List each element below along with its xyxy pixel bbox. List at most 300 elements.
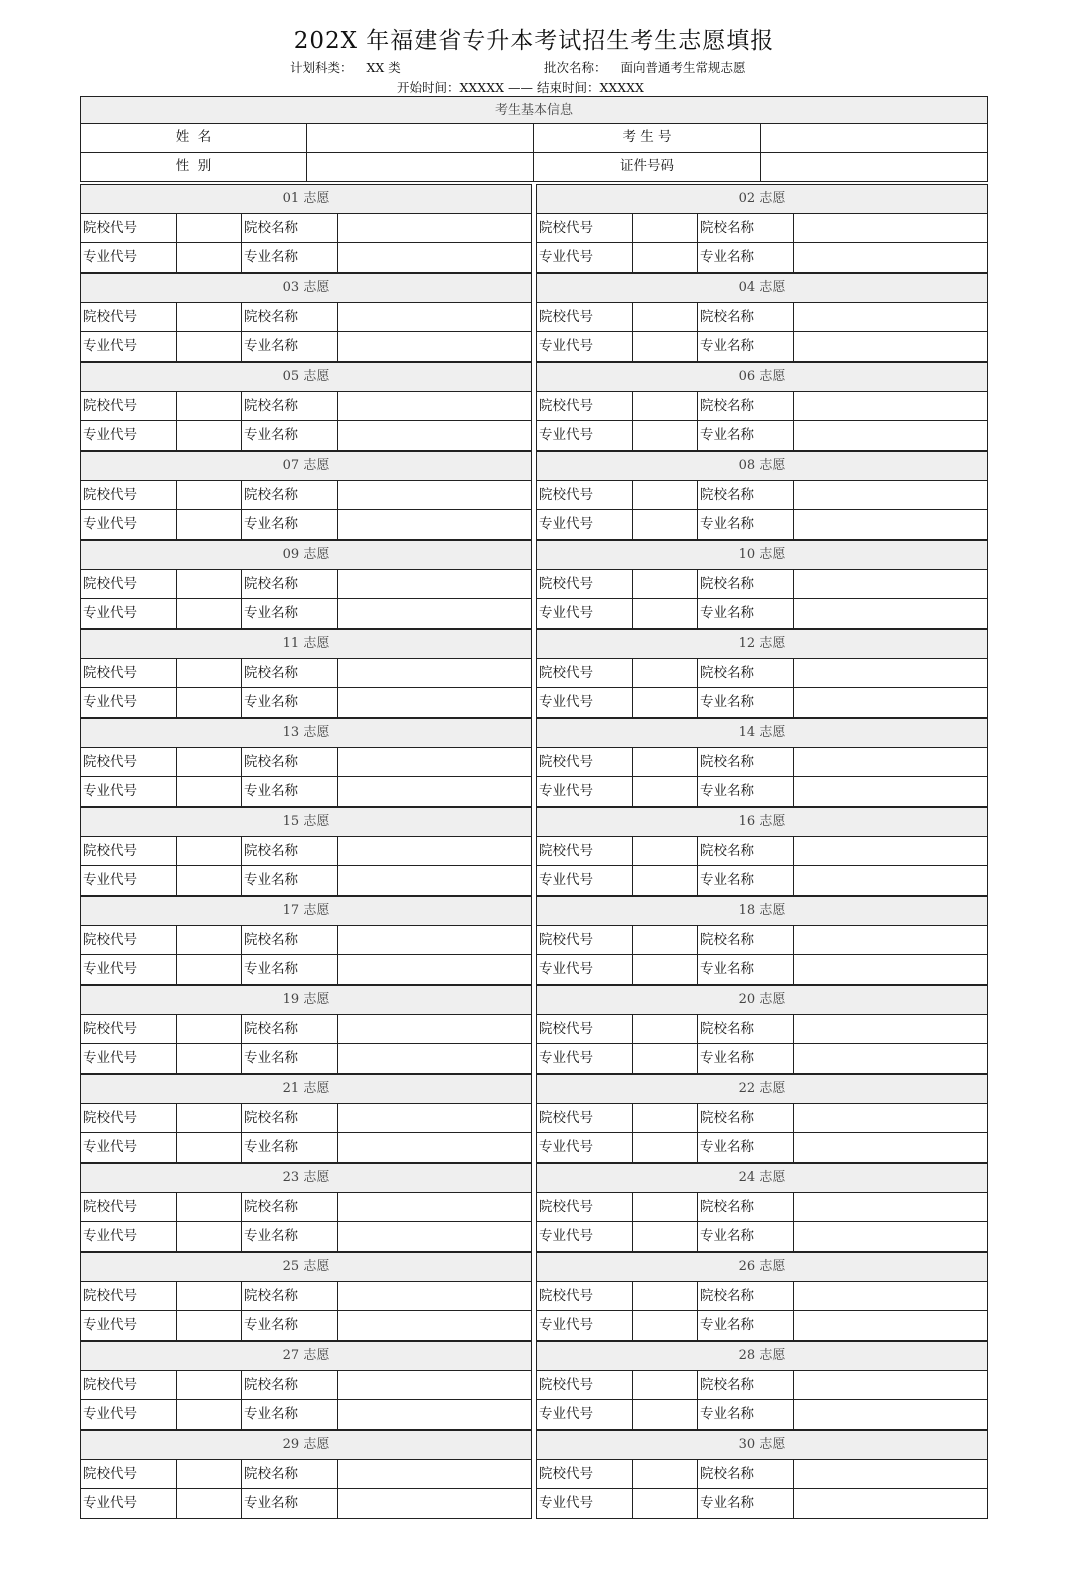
choice-row (80, 985, 988, 1074)
major-name-field[interactable] (338, 1222, 531, 1251)
major-row (81, 510, 531, 539)
school-name-field[interactable] (338, 837, 531, 865)
choice-header: 06 志愿 (537, 363, 987, 392)
school-code-label: 院校代号 (81, 926, 177, 954)
major-code-label: 专业代号 (537, 332, 633, 361)
school-name-label: 院校名称 (698, 748, 794, 776)
batch-name-label: 批次名称： (544, 60, 607, 75)
school-code-field[interactable] (633, 481, 698, 509)
school-code-field[interactable] (177, 214, 242, 242)
major-name-field[interactable] (338, 1133, 531, 1162)
school-row (81, 1193, 531, 1222)
choice-header: 03 志愿 (81, 274, 531, 303)
major-name-field[interactable] (338, 421, 531, 450)
school-code-label: 院校代号 (537, 926, 633, 954)
school-code-field[interactable] (177, 659, 242, 687)
school-name-label: 院校名称 (242, 1282, 338, 1310)
major-name-field[interactable] (338, 955, 531, 984)
school-code-field[interactable] (177, 1371, 242, 1399)
school-row (81, 214, 531, 243)
major-name-field[interactable] (794, 332, 987, 361)
major-name-field[interactable] (338, 332, 531, 361)
major-row (537, 1311, 987, 1340)
major-name-label: 专业名称 (698, 332, 794, 361)
school-row (537, 1015, 987, 1044)
choice-block (536, 807, 988, 896)
major-code-label: 专业代号 (81, 1311, 177, 1340)
major-name-label: 专业名称 (242, 421, 338, 450)
major-row (537, 1044, 987, 1073)
school-name-label: 院校名称 (242, 659, 338, 687)
school-name-field[interactable] (338, 1371, 531, 1399)
choice-header: 24 志愿 (537, 1164, 987, 1193)
school-row (537, 748, 987, 777)
school-name-field[interactable] (794, 837, 987, 865)
school-code-field[interactable] (633, 926, 698, 954)
school-code-field[interactable] (177, 837, 242, 865)
major-code-field[interactable] (633, 688, 698, 717)
school-name-field[interactable] (338, 392, 531, 420)
plan-category-label: 计划科类： (290, 60, 353, 75)
choice-row (80, 629, 988, 718)
major-code-field[interactable] (177, 332, 242, 361)
school-name-field[interactable] (794, 1015, 987, 1043)
school-code-label: 院校代号 (81, 1193, 177, 1221)
basic-info-row-1 (80, 124, 988, 153)
school-code-field[interactable] (177, 392, 242, 420)
major-name-field[interactable] (338, 599, 531, 628)
major-name-label: 专业名称 (242, 1222, 338, 1251)
choice-header: 17 志愿 (81, 897, 531, 926)
school-name-field[interactable] (794, 1104, 987, 1132)
major-name-label: 专业名称 (698, 955, 794, 984)
school-code-field[interactable] (177, 481, 242, 509)
major-name-field[interactable] (338, 866, 531, 895)
major-code-label: 专业代号 (537, 1044, 633, 1073)
major-name-field[interactable] (794, 955, 987, 984)
school-code-label: 院校代号 (537, 392, 633, 420)
major-row (537, 599, 987, 628)
major-name-field[interactable] (338, 1044, 531, 1073)
school-code-field[interactable] (633, 837, 698, 865)
school-code-label: 院校代号 (81, 481, 177, 509)
major-row (81, 1311, 531, 1340)
major-code-label: 专业代号 (537, 955, 633, 984)
school-code-label: 院校代号 (81, 1371, 177, 1399)
major-code-field[interactable] (177, 1222, 242, 1251)
major-row (81, 1489, 531, 1518)
major-code-field[interactable] (177, 243, 242, 272)
choice-header: 10 志愿 (537, 541, 987, 570)
choice-block (536, 184, 988, 273)
major-code-field[interactable] (177, 688, 242, 717)
choice-row (80, 718, 988, 807)
major-name-field[interactable] (338, 688, 531, 717)
major-name-label: 专业名称 (242, 1489, 338, 1518)
school-code-field[interactable] (633, 1460, 698, 1488)
major-name-field[interactable] (338, 1489, 531, 1518)
school-name-field[interactable] (338, 1282, 531, 1310)
school-code-label: 院校代号 (537, 214, 633, 242)
major-code-field[interactable] (177, 510, 242, 539)
school-name-label: 院校名称 (698, 570, 794, 598)
choice-header: 11 志愿 (81, 630, 531, 659)
major-name-field[interactable] (794, 421, 987, 450)
major-row (537, 1400, 987, 1429)
major-code-label: 专业代号 (81, 955, 177, 984)
major-row (81, 1044, 531, 1073)
major-row (537, 510, 987, 539)
school-code-field[interactable] (633, 1193, 698, 1221)
choice-block (536, 1341, 988, 1430)
choice-block (536, 540, 988, 629)
major-name-field[interactable] (338, 1400, 531, 1429)
school-code-field[interactable] (633, 392, 698, 420)
school-code-field[interactable] (633, 214, 698, 242)
major-code-field[interactable] (633, 1400, 698, 1429)
major-code-field[interactable] (177, 955, 242, 984)
school-row (81, 303, 531, 332)
school-name-field[interactable] (794, 926, 987, 954)
school-name-label: 院校名称 (242, 1015, 338, 1043)
school-code-field[interactable] (177, 1015, 242, 1043)
choice-header: 14 志愿 (537, 719, 987, 748)
school-code-field[interactable] (633, 1015, 698, 1043)
school-name-label: 院校名称 (242, 570, 338, 598)
school-row (537, 392, 987, 421)
major-name-label: 专业名称 (242, 955, 338, 984)
major-name-label: 专业名称 (698, 688, 794, 717)
school-code-field[interactable] (177, 1282, 242, 1310)
school-name-field[interactable] (338, 303, 531, 331)
major-code-label: 专业代号 (81, 777, 177, 806)
choice-header: 27 志愿 (81, 1342, 531, 1371)
school-code-field[interactable] (633, 1282, 698, 1310)
choice-row (80, 807, 988, 896)
school-code-label: 院校代号 (81, 1460, 177, 1488)
school-name-label: 院校名称 (242, 214, 338, 242)
school-name-field[interactable] (338, 1015, 531, 1043)
school-name-label: 院校名称 (698, 392, 794, 420)
major-code-field[interactable] (177, 421, 242, 450)
school-row (537, 659, 987, 688)
major-code-label: 专业代号 (537, 688, 633, 717)
choice-header: 25 志愿 (81, 1253, 531, 1282)
major-code-label: 专业代号 (537, 1400, 633, 1429)
choice-row (80, 1341, 988, 1430)
major-name-field[interactable] (794, 866, 987, 895)
choice-header: 22 志愿 (537, 1075, 987, 1104)
school-code-label: 院校代号 (81, 659, 177, 687)
school-name-field[interactable] (794, 1460, 987, 1488)
choice-block (80, 1341, 532, 1430)
major-name-label: 专业名称 (242, 1133, 338, 1162)
major-code-field[interactable] (177, 1311, 242, 1340)
choice-header: 23 志愿 (81, 1164, 531, 1193)
major-code-field[interactable] (177, 1400, 242, 1429)
choice-row (80, 540, 988, 629)
choice-header: 02 志愿 (537, 185, 987, 214)
major-code-field[interactable] (633, 1489, 698, 1518)
major-code-label: 专业代号 (81, 421, 177, 450)
school-code-label: 院校代号 (537, 1460, 633, 1488)
major-name-label: 专业名称 (242, 1311, 338, 1340)
school-code-label: 院校代号 (537, 748, 633, 776)
major-code-field[interactable] (633, 955, 698, 984)
major-row (537, 1133, 987, 1162)
major-row (81, 866, 531, 895)
school-name-field[interactable] (794, 214, 987, 242)
choice-header: 16 志愿 (537, 808, 987, 837)
choice-block (536, 896, 988, 985)
school-row (81, 1371, 531, 1400)
major-name-field[interactable] (794, 1044, 987, 1073)
school-name-label: 院校名称 (242, 1371, 338, 1399)
major-row (81, 955, 531, 984)
major-code-field[interactable] (633, 332, 698, 361)
major-code-label: 专业代号 (537, 243, 633, 272)
choice-block (536, 629, 988, 718)
choice-header: 18 志愿 (537, 897, 987, 926)
school-code-field[interactable] (633, 1104, 698, 1132)
school-name-field[interactable] (794, 392, 987, 420)
school-name-label: 院校名称 (698, 926, 794, 954)
school-name-field[interactable] (338, 1460, 531, 1488)
school-row (537, 1460, 987, 1489)
choice-header: 07 志愿 (81, 452, 531, 481)
major-code-field[interactable] (633, 510, 698, 539)
choice-header: 12 志愿 (537, 630, 987, 659)
name-field[interactable] (307, 124, 534, 152)
major-code-field[interactable] (177, 1489, 242, 1518)
school-name-field[interactable] (794, 570, 987, 598)
school-name-field[interactable] (338, 659, 531, 687)
school-name-label: 院校名称 (698, 659, 794, 687)
major-code-field[interactable] (633, 599, 698, 628)
choice-header: 30 志愿 (537, 1431, 987, 1460)
choice-header: 21 志愿 (81, 1075, 531, 1104)
major-name-label: 专业名称 (698, 777, 794, 806)
major-code-label: 专业代号 (537, 777, 633, 806)
school-row (81, 1104, 531, 1133)
major-name-field[interactable] (794, 243, 987, 272)
major-name-field[interactable] (338, 510, 531, 539)
gender-field[interactable] (307, 153, 534, 181)
school-name-field[interactable] (338, 926, 531, 954)
basic-info-header: 考生基本信息 (80, 96, 988, 124)
major-name-field[interactable] (794, 1489, 987, 1518)
school-row (537, 1104, 987, 1133)
batch-name (544, 58, 746, 76)
major-name-label: 专业名称 (242, 688, 338, 717)
major-code-field[interactable] (633, 866, 698, 895)
school-name-field[interactable] (338, 214, 531, 242)
choice-header: 04 志愿 (537, 274, 987, 303)
school-name-field[interactable] (338, 570, 531, 598)
major-code-field[interactable] (633, 1222, 698, 1251)
major-row (537, 955, 987, 984)
choice-header: 01 志愿 (81, 185, 531, 214)
major-name-field[interactable] (794, 1400, 987, 1429)
major-name-label: 专业名称 (698, 599, 794, 628)
major-name-label: 专业名称 (698, 1400, 794, 1429)
choice-block (536, 1074, 988, 1163)
choice-block (536, 1252, 988, 1341)
major-name-label: 专业名称 (698, 1044, 794, 1073)
school-name-field[interactable] (794, 481, 987, 509)
major-code-field[interactable] (633, 777, 698, 806)
school-code-label: 院校代号 (81, 1015, 177, 1043)
school-code-field[interactable] (177, 1193, 242, 1221)
school-row (537, 303, 987, 332)
choice-block (80, 985, 532, 1074)
school-code-label: 院校代号 (81, 748, 177, 776)
school-name-field[interactable] (338, 748, 531, 776)
school-name-label: 院校名称 (698, 837, 794, 865)
school-code-label: 院校代号 (537, 837, 633, 865)
school-name-field[interactable] (338, 481, 531, 509)
school-name-field[interactable] (794, 303, 987, 331)
school-name-label: 院校名称 (698, 1371, 794, 1399)
major-name-field[interactable] (794, 1311, 987, 1340)
school-code-label: 院校代号 (537, 481, 633, 509)
school-code-label: 院校代号 (537, 1015, 633, 1043)
major-name-label: 专业名称 (242, 866, 338, 895)
basic-info-row-2 (80, 153, 988, 182)
school-name-field[interactable] (794, 1282, 987, 1310)
major-code-field[interactable] (633, 421, 698, 450)
major-row (537, 866, 987, 895)
major-row (81, 599, 531, 628)
choice-row (80, 1074, 988, 1163)
application-form (80, 96, 988, 1519)
major-name-label: 专业名称 (698, 1222, 794, 1251)
school-name-label: 院校名称 (242, 1104, 338, 1132)
school-row (81, 1282, 531, 1311)
major-name-field[interactable] (794, 510, 987, 539)
school-row (81, 837, 531, 866)
batch-name-value: 面向普通考生常规志愿 (620, 60, 746, 75)
school-name-label: 院校名称 (698, 1193, 794, 1221)
major-code-label: 专业代号 (537, 421, 633, 450)
major-row (81, 1133, 531, 1162)
choice-header: 26 志愿 (537, 1253, 987, 1282)
school-code-field[interactable] (177, 1104, 242, 1132)
choice-block (536, 362, 988, 451)
choice-header: 19 志愿 (81, 986, 531, 1015)
plan-category-value: XX 类 (366, 60, 401, 75)
major-code-label: 专业代号 (537, 1133, 633, 1162)
major-name-field[interactable] (794, 777, 987, 806)
school-name-field[interactable] (794, 1193, 987, 1221)
school-code-label: 院校代号 (537, 303, 633, 331)
school-code-field[interactable] (177, 748, 242, 776)
major-code-field[interactable] (177, 1133, 242, 1162)
major-name-label: 专业名称 (698, 866, 794, 895)
choice-row (80, 362, 988, 451)
school-name-field[interactable] (794, 1371, 987, 1399)
school-name-field[interactable] (338, 1104, 531, 1132)
school-code-field[interactable] (633, 659, 698, 687)
school-code-label: 院校代号 (537, 1104, 633, 1132)
school-code-label: 院校代号 (81, 570, 177, 598)
school-code-field[interactable] (633, 303, 698, 331)
gender-label: 性 别 (81, 153, 307, 181)
major-name-field[interactable] (794, 1133, 987, 1162)
school-code-field[interactable] (633, 1371, 698, 1399)
choice-block (80, 1163, 532, 1252)
exam-number-field[interactable] (761, 124, 986, 152)
school-code-field[interactable] (633, 570, 698, 598)
major-name-label: 专业名称 (242, 243, 338, 272)
major-code-field[interactable] (177, 866, 242, 895)
school-code-label: 院校代号 (81, 303, 177, 331)
major-row (81, 688, 531, 717)
school-row (537, 1371, 987, 1400)
major-name-field[interactable] (338, 243, 531, 272)
school-row (81, 392, 531, 421)
choice-row (80, 896, 988, 985)
school-name-label: 院校名称 (242, 837, 338, 865)
school-row (537, 1193, 987, 1222)
school-code-field[interactable] (177, 570, 242, 598)
school-row (81, 481, 531, 510)
major-code-field[interactable] (177, 1044, 242, 1073)
choice-header: 15 志愿 (81, 808, 531, 837)
major-name-field[interactable] (794, 599, 987, 628)
major-row (537, 332, 987, 361)
major-code-field[interactable] (633, 1044, 698, 1073)
choice-block (80, 451, 532, 540)
choice-row (80, 1252, 988, 1341)
school-row (81, 570, 531, 599)
major-code-field[interactable] (633, 243, 698, 272)
major-code-field[interactable] (633, 1133, 698, 1162)
major-code-field[interactable] (177, 599, 242, 628)
page-title: 202X 年福建省专升本考试招生考生志愿填报 (293, 28, 775, 54)
id-number-field[interactable] (761, 153, 986, 181)
choice-block (80, 362, 532, 451)
major-name-label: 专业名称 (242, 510, 338, 539)
choice-block (80, 184, 532, 273)
school-name-label: 院校名称 (242, 481, 338, 509)
major-name-field[interactable] (338, 1311, 531, 1340)
school-name-field[interactable] (338, 1193, 531, 1221)
school-code-field[interactable] (177, 303, 242, 331)
school-code-label: 院校代号 (81, 1282, 177, 1310)
school-code-field[interactable] (177, 926, 242, 954)
choice-header: 20 志愿 (537, 986, 987, 1015)
major-name-field[interactable] (794, 688, 987, 717)
school-row (537, 1282, 987, 1311)
major-code-field[interactable] (633, 1311, 698, 1340)
choice-block (536, 1430, 988, 1519)
school-name-field[interactable] (794, 659, 987, 687)
major-code-label: 专业代号 (81, 1133, 177, 1162)
school-code-label: 院校代号 (81, 392, 177, 420)
major-name-field[interactable] (338, 777, 531, 806)
major-code-field[interactable] (177, 777, 242, 806)
major-code-label: 专业代号 (81, 866, 177, 895)
school-code-field[interactable] (177, 1460, 242, 1488)
school-name-field[interactable] (794, 748, 987, 776)
school-row (81, 659, 531, 688)
school-name-label: 院校名称 (698, 1104, 794, 1132)
school-row (81, 1460, 531, 1489)
school-code-field[interactable] (633, 748, 698, 776)
major-row (537, 777, 987, 806)
major-name-field[interactable] (794, 1222, 987, 1251)
